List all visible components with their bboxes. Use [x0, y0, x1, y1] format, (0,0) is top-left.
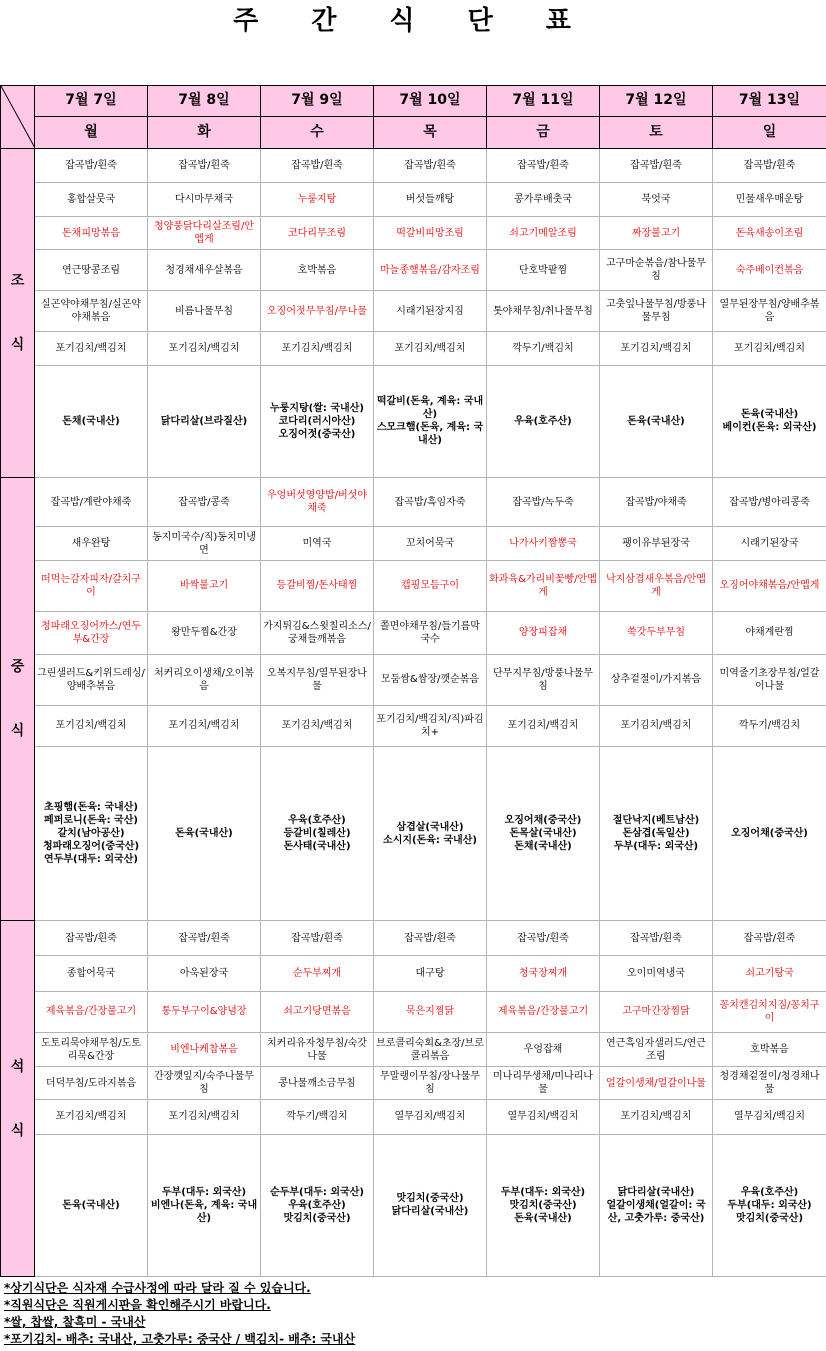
menu-cell: 호박볶음	[261, 250, 374, 291]
origin-cell: 오징어채(중국산)	[713, 746, 826, 921]
menu-cell: 무말랭이무침/장나물무침	[374, 1067, 487, 1100]
origin-cell: 맛김치(중국산) 닭다리살(국내산)	[374, 1134, 487, 1276]
menu-cell: 단무지무침/방풍나물무침	[487, 654, 600, 705]
menu-cell: 열무김치/백김치	[713, 1100, 826, 1135]
menu-cell: 우엉버섯영양밥/버섯야채죽	[261, 478, 374, 527]
menu-cell: 홍합살뭇국	[35, 183, 148, 217]
menu-cell: 종합어묵국	[35, 956, 148, 992]
menu-cell: 실곤약야채무침/실곤약야채볶음	[35, 291, 148, 332]
menu-row	[1, 1100, 826, 1135]
menu-cell: 바싹불고기	[148, 560, 261, 611]
footnote: *포기김치- 배추: 국내산, 고춧가루: 중국산 / 백김치- 배추: 국내산	[4, 1332, 356, 1346]
weekday-header: 화	[148, 116, 261, 149]
origin-cell: 돈육(국내산)	[35, 1134, 148, 1276]
menu-cell: 연근땅콩조림	[35, 250, 148, 291]
origin-cell: 두부(대두: 외국산) 비엔나(돈육, 계육: 국내산)	[148, 1134, 261, 1276]
menu-cell: 잡곡밥/흰죽	[261, 921, 374, 956]
footnote: *직원식단은 직원게시판을 확인해주시기 바랍니다.	[4, 1298, 271, 1312]
meal-label: 석 식	[1, 921, 35, 1277]
menu-row	[1, 365, 826, 477]
menu-cell: 비엔나케찹볶음	[148, 1032, 261, 1067]
menu-cell: 포기김치/백김치	[374, 332, 487, 366]
weekday-header: 일	[713, 116, 826, 149]
menu-cell: 포기김치/백김치/직)파김치+	[374, 705, 487, 746]
weekly-menu-table	[0, 85, 826, 1277]
menu-cell: 마늘종햄볶음/감자조림	[374, 250, 487, 291]
menu-cell: 코다리무조림	[261, 216, 374, 250]
date-header: 7월 13일	[713, 86, 826, 117]
menu-cell: 포기김치/백김치	[261, 705, 374, 746]
menu-row	[1, 250, 826, 291]
menu-row	[1, 611, 826, 654]
menu-cell: 묵은지찜닭	[374, 991, 487, 1032]
menu-cell: 새우완탕	[35, 527, 148, 561]
menu-cell: 팽이유부된장국	[600, 527, 713, 561]
menu-row	[1, 1067, 826, 1100]
date-header: 7월 8일	[148, 86, 261, 117]
origin-cell: 돈육(국내산) 베이컨(돈육: 외국산)	[713, 365, 826, 477]
menu-cell: 야채계란찜	[713, 611, 826, 654]
menu-cell: 잡곡밥/흰죽	[374, 921, 487, 956]
menu-cell: 도토리묵야채무침/도토리묵&간장	[35, 1032, 148, 1067]
date-header: 7월 12일	[600, 86, 713, 117]
menu-cell: 등갈비찜/돈사태찜	[261, 560, 374, 611]
menu-row	[1, 991, 826, 1032]
menu-cell: 포기김치/백김치	[148, 332, 261, 366]
menu-cell: 포기김치/백김치	[487, 705, 600, 746]
menu-cell: 잡곡밥/흰죽	[600, 149, 713, 183]
menu-cell: 잡곡밥/녹두죽	[487, 478, 600, 527]
origin-cell: 우육(호주산) 등갈비(칠레산) 돈사태(국내산)	[261, 746, 374, 921]
menu-cell: 잡곡밥/흰죽	[487, 921, 600, 956]
weekday-header-row	[1, 116, 826, 149]
origin-cell: 돈채(국내산)	[35, 365, 148, 477]
menu-cell: 청경채겉절이/청경채나물	[713, 1067, 826, 1100]
menu-cell: 가지튀김&스윗칠리소스/궁채들깨볶음	[261, 611, 374, 654]
menu-cell: 우엉잡채	[487, 1032, 600, 1067]
menu-cell: 청파래오징어까스/연두부&간장	[35, 611, 148, 654]
menu-cell: 순두부찌개	[261, 956, 374, 992]
menu-cell: 브로콜리숙회&초장/브로콜리볶음	[374, 1032, 487, 1067]
menu-cell: 돈채피망볶음	[35, 216, 148, 250]
menu-cell: 상추겉절이/가지볶음	[600, 654, 713, 705]
menu-cell: 미역국	[261, 527, 374, 561]
menu-cell: 나가사키짬뽕국	[487, 527, 600, 561]
menu-cell: 잡곡밥/야채죽	[600, 478, 713, 527]
corner-cell	[1, 86, 35, 149]
origin-cell: 우육(호주산)	[487, 365, 600, 477]
menu-cell: 왕만두찜&간장	[148, 611, 261, 654]
menu-cell: 포기김치/백김치	[261, 332, 374, 366]
menu-cell: 포기김치/백김치	[600, 332, 713, 366]
menu-cell: 통두부구이&양념장	[148, 991, 261, 1032]
menu-cell: 단호박팥찜	[487, 250, 600, 291]
menu-cell: 쇠고기당면볶음	[261, 991, 374, 1032]
menu-cell: 잡곡밥/흰죽	[148, 921, 261, 956]
menu-cell: 동지미국수/직)동치미냉면	[148, 527, 261, 561]
footnote: *쌀, 찹쌀, 찰흑미 - 국내산	[4, 1315, 146, 1329]
weekday-header: 토	[600, 116, 713, 149]
menu-cell: 열무김치/백김치	[487, 1100, 600, 1135]
menu-cell: 고구마순볶음/참나물무침	[600, 250, 713, 291]
menu-cell: 쇠고기탕국	[713, 956, 826, 992]
menu-cell: 제육볶음/간장불고기	[487, 991, 600, 1032]
menu-cell: 잡곡밥/흰죽	[713, 921, 826, 956]
origin-cell: 닭다리살(국내산) 얼갈이생채(얼갈이: 국산, 고춧가루: 중국산)	[600, 1134, 713, 1276]
origin-cell: 돈육(국내산)	[600, 365, 713, 477]
menu-cell: 쇠고기메알조림	[487, 216, 600, 250]
menu-cell: 비름나물무침	[148, 291, 261, 332]
menu-cell: 오징어야채볶음/안멥게	[713, 560, 826, 611]
menu-cell: 더덕무침/도라지볶음	[35, 1067, 148, 1100]
origin-cell: 삼겹살(국내산) 소시지(돈육: 국내산)	[374, 746, 487, 921]
footnote: *상기식단은 식자재 수급사정에 따라 달라 질 수 있습니다.	[4, 1281, 311, 1295]
menu-cell: 오복지무침/열무된장나물	[261, 654, 374, 705]
menu-cell: 아욱된장국	[148, 956, 261, 992]
menu-row	[1, 149, 826, 183]
menu-cell: 그린샐러드&키위드레싱/양배추볶음	[35, 654, 148, 705]
origin-cell: 닭다리살(브라질산)	[148, 365, 261, 477]
menu-cell: 얼갈이생채/얼갈이나물	[600, 1067, 713, 1100]
menu-row	[1, 560, 826, 611]
menu-cell: 모둠쌈&쌈장/깻순볶음	[374, 654, 487, 705]
menu-row	[1, 956, 826, 992]
menu-cell: 콩나물깨소금무침	[261, 1067, 374, 1100]
menu-cell: 포기김치/백김치	[600, 1100, 713, 1135]
menu-cell: 미나리무생채/미나리나물	[487, 1067, 600, 1100]
menu-cell: 잡곡밥/흰죽	[600, 921, 713, 956]
menu-cell: 짜장불고기	[600, 216, 713, 250]
menu-cell: 북엇국	[600, 183, 713, 217]
menu-cell: 잡곡밥/흰죽	[35, 921, 148, 956]
menu-cell: 누룽지탕	[261, 183, 374, 217]
page-title: 주 간 식 단 표	[233, 6, 593, 36]
menu-cell: 숙주베이컨볶음	[713, 250, 826, 291]
menu-cell: 청경채새우살볶음	[148, 250, 261, 291]
menu-row	[1, 654, 826, 705]
date-header: 7월 9일	[261, 86, 374, 117]
meal-label: 조 식	[1, 149, 35, 478]
menu-cell: 호박볶음	[713, 1032, 826, 1067]
menu-cell: 양장피잡채	[487, 611, 600, 654]
origin-cell: 떡갈비(돈육, 계육: 국내산) 스모크햄(돈육, 계육: 국내산)	[374, 365, 487, 477]
origin-cell: 오징어채(중국산) 돈목살(국내산) 돈채(국내산)	[487, 746, 600, 921]
menu-cell: 민물새우매운탕	[713, 183, 826, 217]
menu-cell: 다시마무채국	[148, 183, 261, 217]
menu-cell: 잡곡밥/흰죽	[148, 149, 261, 183]
menu-cell: 고구마간장찜닭	[600, 991, 713, 1032]
menu-cell: 잡곡밥/흰죽	[261, 149, 374, 183]
menu-row	[1, 183, 826, 217]
menu-row	[1, 291, 826, 332]
menu-cell: 청양풍닭다리살조림/안멥게	[148, 216, 261, 250]
weekday-header: 금	[487, 116, 600, 149]
origin-cell: 순두부(대두: 외국산) 우육(호주산) 맛김치(중국산)	[261, 1134, 374, 1276]
weekday-header: 목	[374, 116, 487, 149]
menu-cell: 대구탕	[374, 956, 487, 992]
menu-cell: 치커리유자청무침/숙갓나물	[261, 1032, 374, 1067]
menu-cell: 포기김치/백김치	[35, 332, 148, 366]
menu-cell: 잡곡밥/흰죽	[374, 149, 487, 183]
menu-cell: 포기김치/백김치	[148, 1100, 261, 1135]
menu-cell: 청국장찌개	[487, 956, 600, 992]
menu-cell: 꼬치어묵국	[374, 527, 487, 561]
menu-row	[1, 332, 826, 366]
menu-cell: 잡곡밥/콩죽	[148, 478, 261, 527]
menu-cell: 떡갈비피망조림	[374, 216, 487, 250]
menu-row	[1, 216, 826, 250]
menu-cell: 간장깻잎지/숙주나물무침	[148, 1067, 261, 1100]
menu-cell: 잡곡밥/흰죽	[35, 149, 148, 183]
menu-cell: 톳야채무침/취나물무침	[487, 291, 600, 332]
menu-cell: 미역줄기초장무침/얼갈이나물	[713, 654, 826, 705]
menu-row	[1, 746, 826, 921]
menu-cell: 제육볶음/간장불고기	[35, 991, 148, 1032]
menu-cell: 콩가루배춧국	[487, 183, 600, 217]
diagonal-line-icon	[1, 86, 35, 148]
menu-cell: 깍두기/백김치	[713, 705, 826, 746]
menu-cell: 포기김치/백김치	[148, 705, 261, 746]
origin-cell: 누룽지탕(쌀: 국내산) 코다리(러시아산) 오징어젓(중국산)	[261, 365, 374, 477]
menu-cell: 낙지삼겹새우볶음/안멥게	[600, 560, 713, 611]
menu-row	[1, 705, 826, 746]
weekday-header: 수	[261, 116, 374, 149]
menu-cell: 화과육&가리비꽃빵/안멥게	[487, 560, 600, 611]
menu-cell: 오징어젓무무침/무나물	[261, 291, 374, 332]
menu-cell: 연근흑임자샐러드/연근조림	[600, 1032, 713, 1067]
menu-cell: 잡곡밥/흑임자죽	[374, 478, 487, 527]
origin-cell: 우육(호주산) 두부(대두: 외국산) 맛김치(중국산)	[713, 1134, 826, 1276]
menu-cell: 시래기된장지짐	[374, 291, 487, 332]
menu-row	[1, 1134, 826, 1276]
menu-cell: 버섯들깨탕	[374, 183, 487, 217]
spacer-area	[0, 42, 826, 85]
menu-cell: 꽁치캔김치지짐/꽁치구이	[713, 991, 826, 1032]
menu-cell: 캡핑모듬구이	[374, 560, 487, 611]
menu-cell: 포기김치/백김치	[35, 1100, 148, 1135]
date-header: 7월 10일	[374, 86, 487, 117]
menu-cell: 시래기된장국	[713, 527, 826, 561]
menu-row	[1, 478, 826, 527]
date-header: 7월 7일	[35, 86, 148, 117]
date-header-row	[1, 86, 826, 117]
menu-row	[1, 921, 826, 956]
menu-cell: 잡곡밥/병아리콩죽	[713, 478, 826, 527]
menu-cell: 돈육새송이조림	[713, 216, 826, 250]
origin-cell: 두부(대두: 외국산) 맛김치(중국산) 돈육(국내산)	[487, 1134, 600, 1276]
menu-cell: 잡곡밥/계란야채죽	[35, 478, 148, 527]
menu-cell: 포기김치/백김치	[600, 705, 713, 746]
menu-cell: 포기김치/백김치	[35, 705, 148, 746]
meal-label: 중 식	[1, 478, 35, 921]
origin-cell: 초핑햄(돈육: 국내산) 페퍼로니(돈육: 국산) 갈치(남아공산) 청파래오징어(중국산) 연두부(대두: 외국산)	[35, 746, 148, 921]
menu-cell: 처커리오이생채/오이볶음	[148, 654, 261, 705]
menu-cell: 잡곡밥/흰죽	[487, 149, 600, 183]
menu-row	[1, 1032, 826, 1067]
menu-cell: 열무김치/백김치	[374, 1100, 487, 1135]
menu-cell: 쑥갓두부무침	[600, 611, 713, 654]
menu-cell: 떠먹는감자피자/갈치구이	[35, 560, 148, 611]
menu-cell: 깍두기/백김치	[261, 1100, 374, 1135]
origin-cell: 절단낙지(베트남산) 돈삼겹(독일산) 두부(대두: 외국산)	[600, 746, 713, 921]
menu-cell: 열무된장무침/양배추볶음	[713, 291, 826, 332]
origin-cell: 돈육(국내산)	[148, 746, 261, 921]
menu-row	[1, 527, 826, 561]
weekday-header: 월	[35, 116, 148, 149]
menu-cell: 고춧잎나물무침/방풍나물무침	[600, 291, 713, 332]
menu-cell: 포기김치/백김치	[713, 332, 826, 366]
menu-cell: 잡곡밥/흰죽	[713, 149, 826, 183]
menu-cell: 깍두기/백김치	[487, 332, 600, 366]
footnotes	[4, 1280, 824, 1348]
menu-cell: 쫄면야채무침/들기름막국수	[374, 611, 487, 654]
menu-cell: 오이미역냉국	[600, 956, 713, 992]
date-header: 7월 11일	[487, 86, 600, 117]
